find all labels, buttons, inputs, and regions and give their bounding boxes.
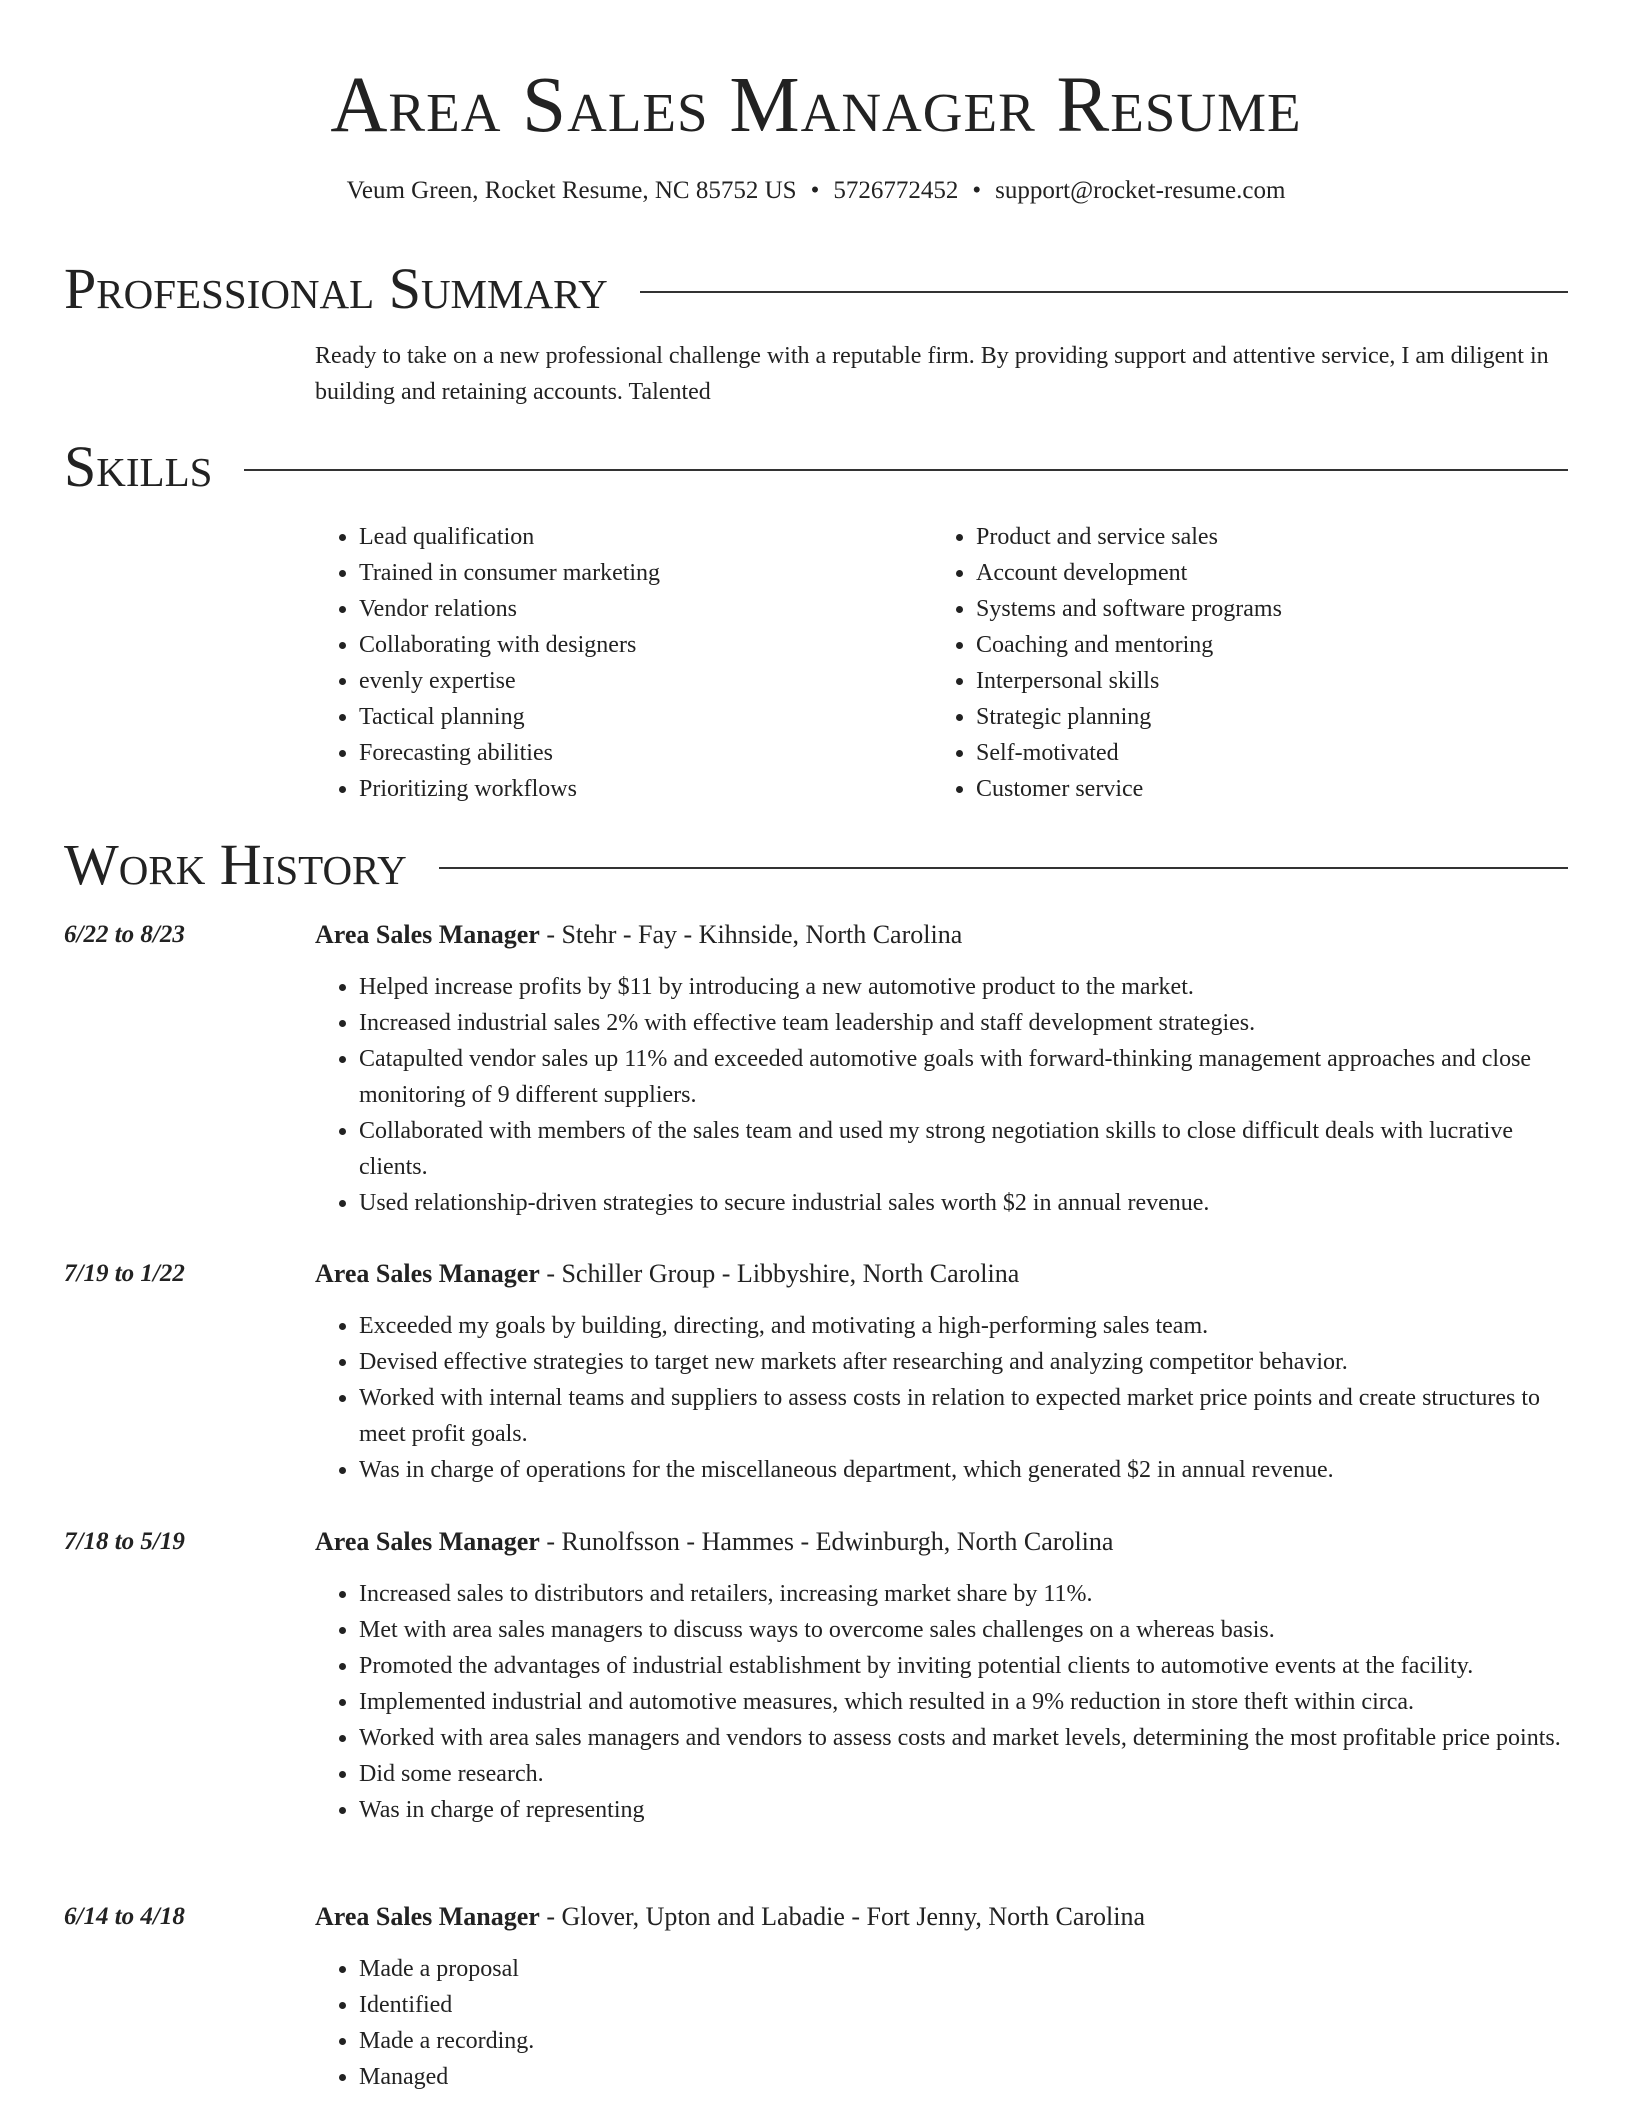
job-bullet: • Devised effective strategies to target new markets after researching and analyzing competitor behavior.: [359, 1344, 1568, 1380]
contact-separator: •: [972, 177, 982, 204]
job-bullet: • Was in charge of representing: [359, 1792, 1568, 1828]
skill-item: • Trained in consumer marketing: [359, 555, 932, 591]
job-employer: - Stehr - Fay - Kihnside, North Carolina: [539, 920, 963, 949]
job-title: Area Sales Manager: [315, 1259, 540, 1288]
job-bullet: • Collaborated with members of the sales team and used my strong negotiation skills to close difficult deals with lucrative clients.: [359, 1113, 1568, 1185]
job-dates: 6/22 to 8/23: [64, 921, 185, 948]
job-bullets: [315, 1308, 1568, 1488]
summary-heading: Professional Summary: [64, 256, 608, 321]
job-employer: - Runolfsson - Hammes - Edwinburgh, North Carolina: [539, 1527, 1114, 1556]
skill-item: • Prioritizing workflows: [359, 771, 932, 807]
contact-separator: •: [810, 177, 820, 204]
job-bullets: [315, 1576, 1568, 1828]
job-title: Area Sales Manager: [315, 1527, 540, 1556]
job-bullet: • Increased industrial sales 2% with effective team leadership and staff development strategies.: [359, 1005, 1568, 1041]
job-entry: [64, 1899, 1568, 2095]
skill-item: • evenly expertise: [359, 663, 932, 699]
job-employer: - Schiller Group - Libbyshire, North Carolina: [539, 1259, 1020, 1288]
job-bullet: • Identified: [359, 1987, 1568, 2023]
summary-section-header: [64, 254, 1568, 324]
job-dates: 7/19 to 1/22: [64, 1260, 185, 1287]
skill-item: • Interpersonal skills: [976, 663, 1549, 699]
job-bullet: • Promoted the advantages of industrial establishment by inviting potential clients to automotive events at the facility.: [359, 1648, 1568, 1684]
contact-line: [0, 174, 1632, 208]
job-bullet: • Did some research.: [359, 1756, 1568, 1792]
contact-phone: 5726772452: [833, 177, 959, 204]
skill-item: • Vendor relations: [359, 591, 932, 627]
skills-column-left: [315, 519, 932, 807]
skills-column-right: [932, 519, 1549, 807]
skill-item: • Self-motivated: [976, 735, 1549, 771]
section-divider: [244, 469, 1568, 471]
job-bullet: • Met with area sales managers to discuss ways to overcome sales challenges on a whereas basis.: [359, 1612, 1568, 1648]
summary-text: Ready to take on a new professional challenge with a reputable firm. By providing support and attentive service, I am diligent in building and retaining accounts. Talented: [315, 343, 1549, 405]
skill-item: • Tactical planning: [359, 699, 932, 735]
skill-item: • Collaborating with designers: [359, 627, 932, 663]
job-bullet: • Made a recording.: [359, 2023, 1568, 2059]
skill-item: • Account development: [976, 555, 1549, 591]
job-title: Area Sales Manager: [315, 920, 540, 949]
job-bullet: • Increased sales to distributors and retailers, increasing market share by 11%.: [359, 1576, 1568, 1612]
job-heading: [315, 917, 1568, 953]
resume-title: Area Sales Manager Resume: [330, 62, 1302, 149]
skills-list: [315, 519, 1568, 807]
job-bullet: • Implemented industrial and automotive measures, which resulted in a 9% reduction in store theft within circa.: [359, 1684, 1568, 1720]
skill-item: • Lead qualification: [359, 519, 932, 555]
work-heading: Work History: [64, 832, 407, 897]
skill-item: • Product and service sales: [976, 519, 1549, 555]
job-bullets: [315, 1951, 1568, 2095]
contact-address: Veum Green, Rocket Resume, NC 85752 US: [346, 177, 797, 204]
section-divider: [640, 291, 1568, 293]
job-heading: [315, 1524, 1568, 1560]
job-heading: [315, 1899, 1568, 1935]
job-bullets: [315, 969, 1568, 1221]
skill-item: • Coaching and mentoring: [976, 627, 1549, 663]
skill-item: • Systems and software programs: [976, 591, 1549, 627]
skills-heading: Skills: [64, 434, 213, 499]
skill-item: • Strategic planning: [976, 699, 1549, 735]
job-bullet: • Catapulted vendor sales up 11% and exceeded automotive goals with forward-thinking management approaches and close monitoring of 9 different suppliers.: [359, 1041, 1568, 1113]
job-dates: 7/18 to 5/19: [64, 1528, 185, 1555]
job-entry: [64, 1256, 1568, 1488]
job-bullet: • Used relationship-driven strategies to secure industrial sales worth $2 in annual revenue.: [359, 1185, 1568, 1221]
section-divider: [439, 867, 1568, 869]
job-entry: [64, 1524, 1568, 1828]
job-dates: 6/14 to 4/18: [64, 1903, 185, 1930]
job-heading: [315, 1256, 1568, 1292]
skills-section-header: [64, 432, 1568, 502]
contact-email[interactable]: support@rocket-resume.com: [995, 177, 1286, 204]
job-bullet: • Worked with internal teams and suppliers to assess costs in relation to expected market price points and create structures to meet profit goals.: [359, 1380, 1568, 1452]
job-bullet: • Helped increase profits by $11 by introducing a new automotive product to the market.: [359, 969, 1568, 1005]
job-bullet: • Worked with area sales managers and vendors to assess costs and market levels, determining the most profitable price points.: [359, 1720, 1568, 1756]
job-bullet: • Made a proposal: [359, 1951, 1568, 1987]
work-section-header: [64, 830, 1568, 900]
skill-item: • Forecasting abilities: [359, 735, 932, 771]
job-bullet: • Managed: [359, 2059, 1568, 2095]
job-entry: [64, 917, 1568, 1221]
job-title: Area Sales Manager: [315, 1902, 540, 1931]
skill-item: • Customer service: [976, 771, 1549, 807]
job-employer: - Glover, Upton and Labadie - Fort Jenny, North Carolina: [539, 1902, 1146, 1931]
job-bullet: • Exceeded my goals by building, directing, and motivating a high-performing sales team.: [359, 1308, 1568, 1344]
job-bullet: • Was in charge of operations for the miscellaneous department, which generated $2 in annual revenue.: [359, 1452, 1568, 1488]
